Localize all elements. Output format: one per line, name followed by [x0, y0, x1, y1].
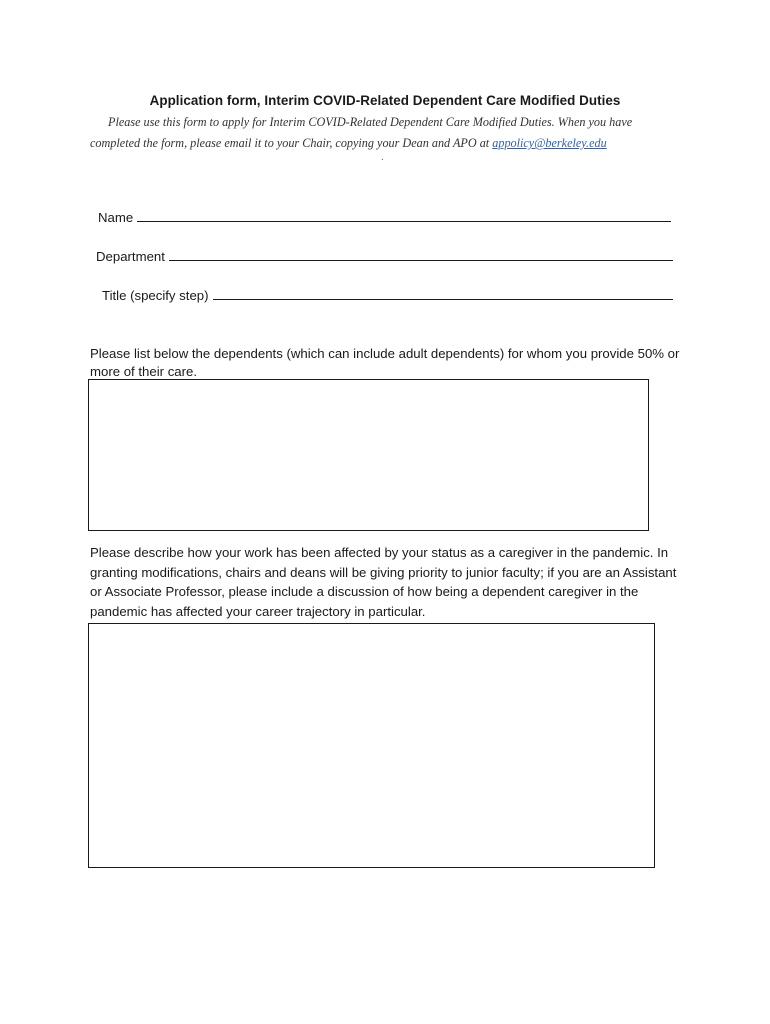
department-underline[interactable] — [169, 248, 673, 261]
department-field[interactable] — [96, 248, 673, 264]
instructions-line-2 — [90, 133, 680, 154]
title-label: Title (specify step) — [102, 288, 209, 303]
instructions-line-1: Please use this form to apply for Interim COVID-Related Dependent Care Modified Duties. When you have — [108, 115, 633, 129]
stray-dot: . — [381, 152, 384, 163]
email-link[interactable]: appolicy@berkeley.edu — [492, 136, 607, 150]
name-field[interactable] — [98, 209, 671, 225]
title-field[interactable] — [102, 287, 673, 303]
dependents-prompt: Please list below the dependents (which can include adult dependents) for whom you provide 50% or more of their care. — [90, 346, 680, 379]
name-label: Name — [98, 210, 134, 225]
instructions-text: completed the form, please email it to your Chair, copying your Dean and APO at — [90, 136, 493, 150]
dependents-textbox[interactable] — [88, 379, 649, 531]
name-underline[interactable] — [137, 209, 671, 222]
impact-prompt: Please describe how your work has been affected by your status as a caregiver in the pandemic. In granting modifications, chairs and deans will be giving priority to junior faculty; if you are an Assistant or Associate Professor, please include a discussion of how being a dependent caregiver in the pandemic has affected your career trajectory in particular. — [90, 545, 677, 619]
title-underline[interactable] — [213, 287, 673, 300]
form-instructions — [90, 112, 680, 154]
form-title: Application form, Interim COVID-Related Dependent Care Modified Duties — [149, 93, 621, 108]
department-label: Department — [96, 249, 165, 264]
impact-textbox[interactable] — [88, 623, 655, 868]
